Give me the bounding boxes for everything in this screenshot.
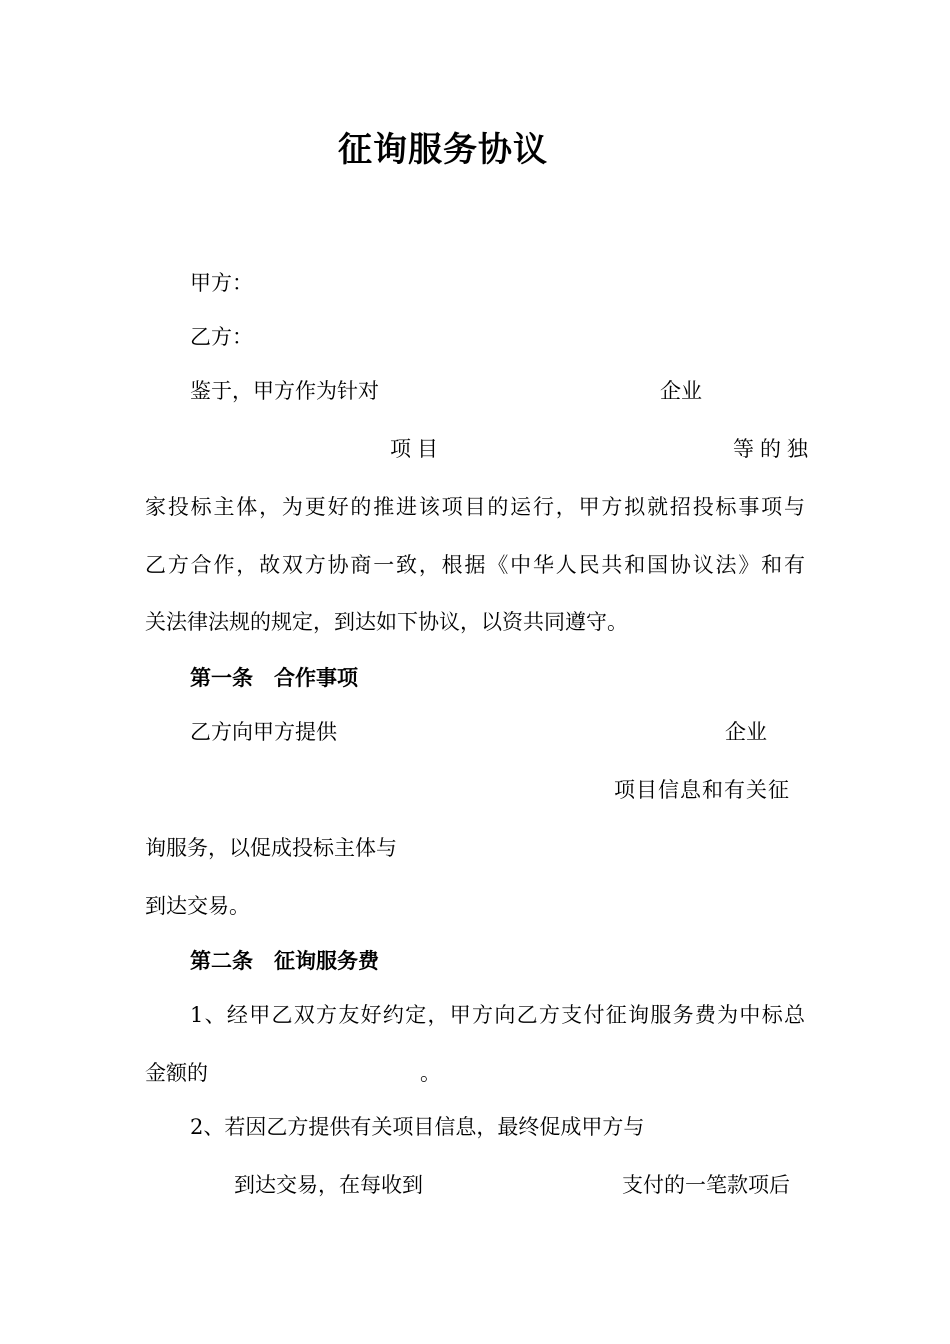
article-text: 金额的 [145, 1061, 208, 1085]
document-title: 征询服务协议 [338, 130, 548, 170]
article-text: 项目信息和有关征 [614, 778, 790, 802]
party-a-label: 甲方： [190, 271, 253, 295]
article-text: 1、经甲乙双方友好约定，甲方向乙方支付征询服务费为中标总 [190, 1003, 805, 1027]
recital-text: 乙方合作，故双方协商一致，根据《中华人民共和国协议法》和有 [145, 553, 805, 577]
article-text: 支付的一笔款项后 [622, 1173, 790, 1197]
article-text: 询服务，以促成投标主体与 [145, 836, 397, 860]
article-heading: 第二条 征询服务费 [190, 949, 379, 973]
recital-text: 鉴于，甲方作为针对 [190, 379, 379, 403]
article-text: 2、若因乙方提供有关项目信息，最终促成甲方与 [190, 1115, 645, 1139]
recital-text: 项目 [390, 437, 444, 461]
article-text: 。 [420, 1061, 441, 1085]
recital-text: 企业 [660, 379, 702, 403]
article-text: 企业 [725, 720, 767, 744]
recital-text: 等的独 [733, 437, 814, 461]
party-b-label: 乙方： [190, 325, 253, 349]
recital-text: 家投标主体，为更好的推进该项目的运行，甲方拟就招投标事项与 [145, 495, 805, 519]
article-text: 到达交易，在每收到 [234, 1173, 423, 1197]
article-heading: 第一条 合作事项 [190, 666, 358, 690]
article-text: 到达交易。 [145, 894, 250, 918]
article-text: 乙方向甲方提供 [190, 720, 337, 744]
recital-text: 关法律法规的规定，到达如下协议，以资共同遵守。 [145, 610, 628, 634]
